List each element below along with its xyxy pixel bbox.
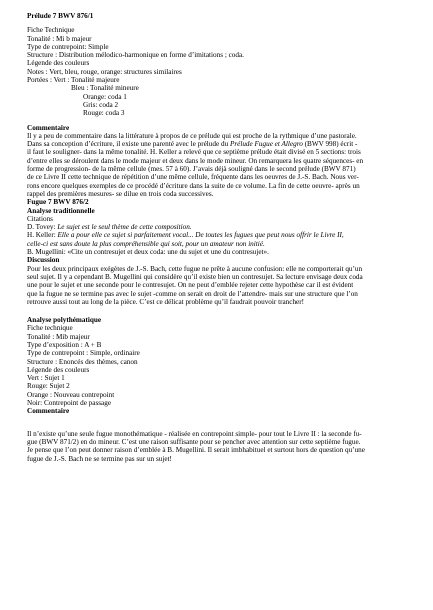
citation-keller: H. Keller: Elle a pour elle ce sujet si parfaitement vocal... De toutes les fugues que peut nous offrir le Livre II, xyxy=(27,231,344,240)
discussion-line: retrouve aussi tout au long de la pièce. C’est ce délicat problème qu’il faudrait pouvoir trancher! xyxy=(27,297,305,306)
prelude-portees: Portées : Vert : Tonalité majeure xyxy=(27,76,120,85)
citation-mugellini: B. Mugellini: «Cite un contresujet et deux coda: une du sujet et une du contresujet». xyxy=(27,248,269,257)
prelude-commentaire-title: Commentaire xyxy=(27,123,70,132)
prelude-fiche: Fiche Technique xyxy=(27,26,75,35)
prelude-rouge: Rouge: coda 3 xyxy=(83,109,125,118)
poly-orange: Orange : Nouveau contrepoint xyxy=(27,390,115,399)
prelude-commentaire-line: forme de progression- de la même cellule (mes. 57 à 60). J’avais déjà souligné dans le second prélude (BWV 871) xyxy=(27,165,356,174)
poly-rouge: Rouge: Sujet 2 xyxy=(27,382,70,391)
prelude-commentaire-line: d’entre elles se déroulent dans le mode majeur et deux dans le mode mineur. On remarquera les quatre séquences- en xyxy=(27,156,364,165)
prelude-commentaire-line: rons encore quelques exemples de ce procédé d’écriture dans la suite de ce volume. La fin de cette oeuvre- après un xyxy=(27,181,360,190)
prelude-notes: Notes : Vert, bleu, rouge, orange: structures similaires xyxy=(27,67,182,76)
prelude-gris: Gris: coda 2 xyxy=(83,100,119,109)
prelude-commentaire-line: rappel des premières mesures- se dilue en trois coda successives. xyxy=(27,189,214,198)
fugue-title: Fugue 7 BWV 876/2 xyxy=(27,198,89,207)
poly-tonalite: Tonalité : Mib majeur xyxy=(27,332,90,341)
poly-legende: Légende des couleurs xyxy=(27,365,90,374)
poly-commentaire-line: Il n’existe qu’une seule fugue monothématique - réalisée en contrepoint simple- pour tout le Livre II : la seconde fu- xyxy=(27,429,362,438)
poly-vert: Vert : Sujet 1 xyxy=(27,374,65,383)
prelude-bleu: Bleu : Tonalité mineure xyxy=(71,84,139,93)
prelude-tonalite: Tonalité : Mi b majeur xyxy=(27,34,92,43)
discussion-title: Discussion xyxy=(27,256,60,265)
poly-commentaire-line: gue (BWV 871/2) en do mineur. C’est une raison suffisante pour se pencher avec attention sur cette septième fugue. xyxy=(27,437,361,446)
discussion-line: Pour les deux principaux exégètes de J.-S. Bach, cette fugue ne prête à aucune confusion: elle ne comporterait qu’un xyxy=(27,264,363,273)
prelude-title: Prélude 7 BWV 876/1 xyxy=(27,12,94,20)
poly-commentaire-line: Je pense que l’on peut donner raison d’emblée à B. Mugellini. Il serait imbhabituel et surtout hors de question qu’une xyxy=(27,446,365,455)
citation-keller-cont: celle-ci est sans doute la plus compréhensible qui soit, pour un amateur non initié. xyxy=(27,239,265,248)
poly-commentaire-line: fugue de J.-S. Bach ne se termine pas sur un sujet! xyxy=(27,454,172,463)
poly-structure: Structure : Enoncés des thèmes, canon xyxy=(27,357,138,366)
fugue-citations: Citations xyxy=(27,214,53,223)
citation-tovey: D. Tovey: Le sujet est le seul thème de cette composition. xyxy=(27,223,192,232)
discussion-line: une pour le sujet et une seconde pour le contresujet. On ne peut d’emblée rejeter cette hypothèse car il est évident xyxy=(27,281,354,290)
poly-noir: Noir: Contrepoint de passage xyxy=(27,399,112,408)
prelude-commentaire-line: Dans sa conception d’écriture, il existe une parenté avec le prélude du Prélude Fugue et Allegro (BWV 998) écrit - xyxy=(27,140,358,149)
poly-contrepoint: Type de contrepoint : Simple, ordinaire xyxy=(27,349,140,358)
fugue-analyse-title: Analyse traditionnelle xyxy=(27,206,95,215)
poly-exposition: Type d’exposition : A + B xyxy=(27,340,102,349)
prelude-commentaire-line: Il y a peu de commentaire dans la littérature à propos de ce prélude qui est proche de la rythmique d’une pastorale. xyxy=(27,131,357,140)
poly-commentaire-title: Commentaire xyxy=(27,407,70,416)
poly-title: Analyse polythématique xyxy=(27,316,102,325)
prelude-type: Type de contrepoint: Simple xyxy=(27,42,109,51)
prelude-structure: Structure : Distribution mélodico-harmonique en forme d’imitations ; coda. xyxy=(27,51,244,60)
poly-fiche: Fiche technique xyxy=(27,324,73,333)
prelude-orange: Orange: coda 1 xyxy=(83,92,127,101)
prelude-legende: Légende des couleurs xyxy=(27,59,90,68)
discussion-line: que la fugue ne se termine pas avec le sujet -comme on serait en droit de l’attendre- mais sur une structure que l’on xyxy=(27,289,358,298)
prelude-commentaire-line: il faut le souligner- dans la même tonalité. H. Keller a relevé que ce septième prélude était divisé en 5 sections: trois xyxy=(27,148,361,157)
prelude-commentaire-line: de ce Livre II cette technique de répétition d’une même cellule, fréquente dans les oeuvres de J.-S. Bach. Nous ver- xyxy=(27,173,359,182)
discussion-line: seul sujet. Il y a cependant B. Mugellini qui considère qu’il existe bien un contresujet. Sa lecture envisage deux coda xyxy=(27,272,363,281)
